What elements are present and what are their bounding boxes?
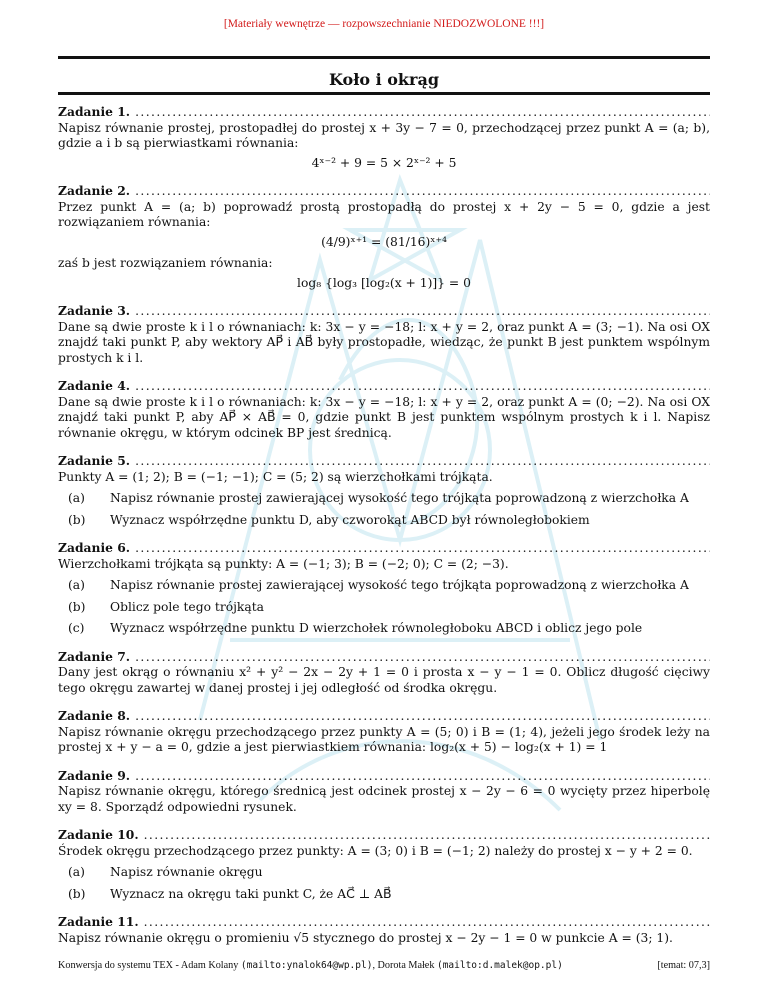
top-rule (58, 56, 710, 59)
subtask-text: Wyznacz współrzędne punktu D wierzchołek równoległoboku ABCD i oblicz jego pole (110, 621, 643, 635)
subtask-label: (a) (68, 578, 85, 592)
leader-dots (144, 828, 710, 844)
task-heading: Zadanie 5. (58, 453, 131, 468)
task-11 (58, 914, 710, 946)
task-text: Dane są dwie proste k i l o równaniach: k: 3x − y = −18; l: x + y = 2, oraz punkt A = (0; −2). Na osi OX znajdź taki punkt P, aby AP⃗ × AB⃗ = 0, gdzie punkt B jest punktem wspólnym prostych k i l. Napisz równanie okręgu, w którym odcinek BP jest średnicą. (58, 394, 710, 440)
subtask-label: (b) (68, 886, 86, 901)
task-8 (58, 708, 710, 756)
subtask-text: Wyznacz na okręgu taki punkt C, że AC⃗ ⊥ AB⃗ (110, 886, 392, 901)
email-link-1[interactable]: (mailto:ynalok64@wp.pl) (240, 960, 373, 971)
task-heading: Zadanie 1. (58, 104, 131, 119)
task-text: Punkty A = (1; 2); B = (−1; −1); C = (5; 2) są wierzchołkami trójkąta. (58, 469, 493, 484)
leader-dots (135, 184, 710, 200)
task-heading: Zadanie 11. (58, 914, 139, 929)
email-link-2[interactable]: (mailto:d.malek@op.pl) (436, 960, 563, 971)
task-heading: Zadanie 2. (58, 183, 131, 198)
footer-credits (58, 960, 563, 971)
subtask-label: (a) (68, 491, 85, 505)
task-formula-2: log₈ {log₃ [log₂(x + 1)]} = 0 (297, 275, 471, 290)
subtask-item (58, 887, 710, 903)
task-3 (58, 303, 710, 366)
task-5 (58, 453, 710, 528)
task-6 (58, 540, 710, 637)
task-text: Napisz równanie okręgu przechodzącego przez punkty A = (5; 0) i B = (1; 4), jeżeli jego środek leży na prostej x + y − a = 0, gdzie a jest pierwiastkiem równania: log₂(x + 5) − log₂(x + 1) = 1 (58, 724, 710, 754)
leader-dots (135, 304, 710, 320)
task-text: Wierzchołkami trójkąta są punkty: A = (−1; 3); B = (−2; 0); C = (2; −3). (58, 556, 509, 571)
task-heading: Zadanie 7. (58, 648, 131, 664)
task-heading: Zadanie 10. (58, 827, 139, 842)
topic-code: [temat: 07,3] (657, 960, 710, 971)
task-list (58, 104, 710, 958)
subtask-text: Wyznacz współrzędne punktu D, aby czworokąt ABCD był równoległobokiem (110, 512, 590, 527)
subtask-label: (b) (68, 512, 86, 527)
leader-dots (135, 709, 710, 725)
task-text: Przez punkt A = (a; b) poprowadź prostą prostopadłą do prostej x + 2y − 5 = 0, gdzie a jest rozwiązaniem równania: (58, 199, 710, 229)
task-text: Napisz równanie okręgu o promieniu √5 stycznego do prostej x − 2y − 1 = 0 w punkcie A = (3; 1). (58, 930, 673, 945)
footer-credit-a: Konwersja do systemu TEX - Adam Kolany (58, 960, 241, 971)
task-text: Napisz równanie prostej, prostopadłej do prostej x + 3y − 7 = 0, przechodzącej przez punkt A = (a; b), gdzie a i b są pierwiastkami równania: (58, 120, 710, 150)
task-10 (58, 827, 710, 902)
task-formula: 4ˣ⁻² + 9 = 5 × 2ˣ⁻² + 5 (311, 155, 457, 170)
subtask-item (58, 513, 710, 529)
page-title: Koło i okrąg (328, 70, 439, 89)
task-heading: Zadanie 3. (58, 303, 131, 318)
task-formula: (4/9)ˣ⁺¹ = (81/16)ˣ⁺⁴ (321, 234, 447, 249)
subtask-text: Napisz równanie prostej zawierającej wysokość tego trójkąta poprowadzoną z wierzchołka A (110, 578, 689, 592)
leader-dots (135, 379, 710, 395)
leader-dots (135, 105, 710, 121)
subtask-label: (b) (68, 599, 86, 614)
subtask-text: Napisz równanie okręgu (110, 865, 263, 879)
task-text: Dany jest okrąg o równaniu x² + y² − 2x − 2y + 1 = 0 i prosta x − y − 1 = 0. Oblicz długość cięciwy tego okręgu zawartej w danej prostej i jej odległość od środka okręgu. (58, 665, 710, 695)
subtask-text: Oblicz pole tego trójkąta (110, 599, 264, 614)
task-text: Dane są dwie proste k i l o równaniach: k: 3x − y = −18; l: x + y = 2, oraz punkt A = (3; −1). Na osi OX znajdź taki punkt P, aby wektory AP⃗ i AB⃗ były prostopadłe, wiedząc, że punkt B jest punktem wspólnym prostych k i l. (58, 319, 710, 365)
footer-credit-b: , Dorota Małek (372, 960, 437, 971)
task-heading: Zadanie 9. (58, 767, 131, 783)
footer (58, 960, 710, 971)
task-heading: Zadanie 8. (58, 708, 131, 723)
subtask-label: (a) (68, 865, 85, 879)
leader-dots (135, 650, 710, 666)
task-9 (58, 768, 710, 816)
leader-dots (135, 454, 710, 470)
subtask-item (58, 600, 710, 616)
task-heading: Zadanie 4. (58, 378, 131, 393)
subtask-item (58, 621, 710, 637)
leader-dots (135, 769, 710, 785)
task-text: Środek okręgu przechodzącego przez punkty: A = (3; 0) i B = (−1; 2) należy do prostej x − y + 2 = 0. (58, 843, 693, 858)
subtask-item (58, 491, 710, 507)
leader-dots (144, 915, 710, 931)
task-4 (58, 378, 710, 441)
task-2 (58, 183, 710, 291)
title-rule (58, 92, 710, 95)
subtask-item (58, 578, 710, 594)
task-text-2: zaś b jest rozwiązaniem równania: (58, 256, 273, 270)
subtask-item (58, 865, 710, 881)
task-heading: Zadanie 6. (58, 540, 131, 555)
task-text: Napisz równanie okręgu, którego średnicą jest odcinek prostej x − 2y − 6 = 0 wycięty przez hiperbolę xy = 8. Sporządź odpowiedni rysunek. (58, 784, 710, 814)
subtask-label: (c) (68, 621, 85, 635)
task-1 (58, 104, 710, 171)
subtask-text: Napisz równanie prostej zawierającej wysokość tego trójkąta poprowadzoną z wierzchołka A (110, 491, 689, 505)
task-7 (58, 649, 710, 697)
leader-dots (135, 541, 710, 557)
confidential-banner: [Materiały wewnętrze — rozpowszechnianie NIEDOZWOLONE !!!] (223, 18, 545, 30)
